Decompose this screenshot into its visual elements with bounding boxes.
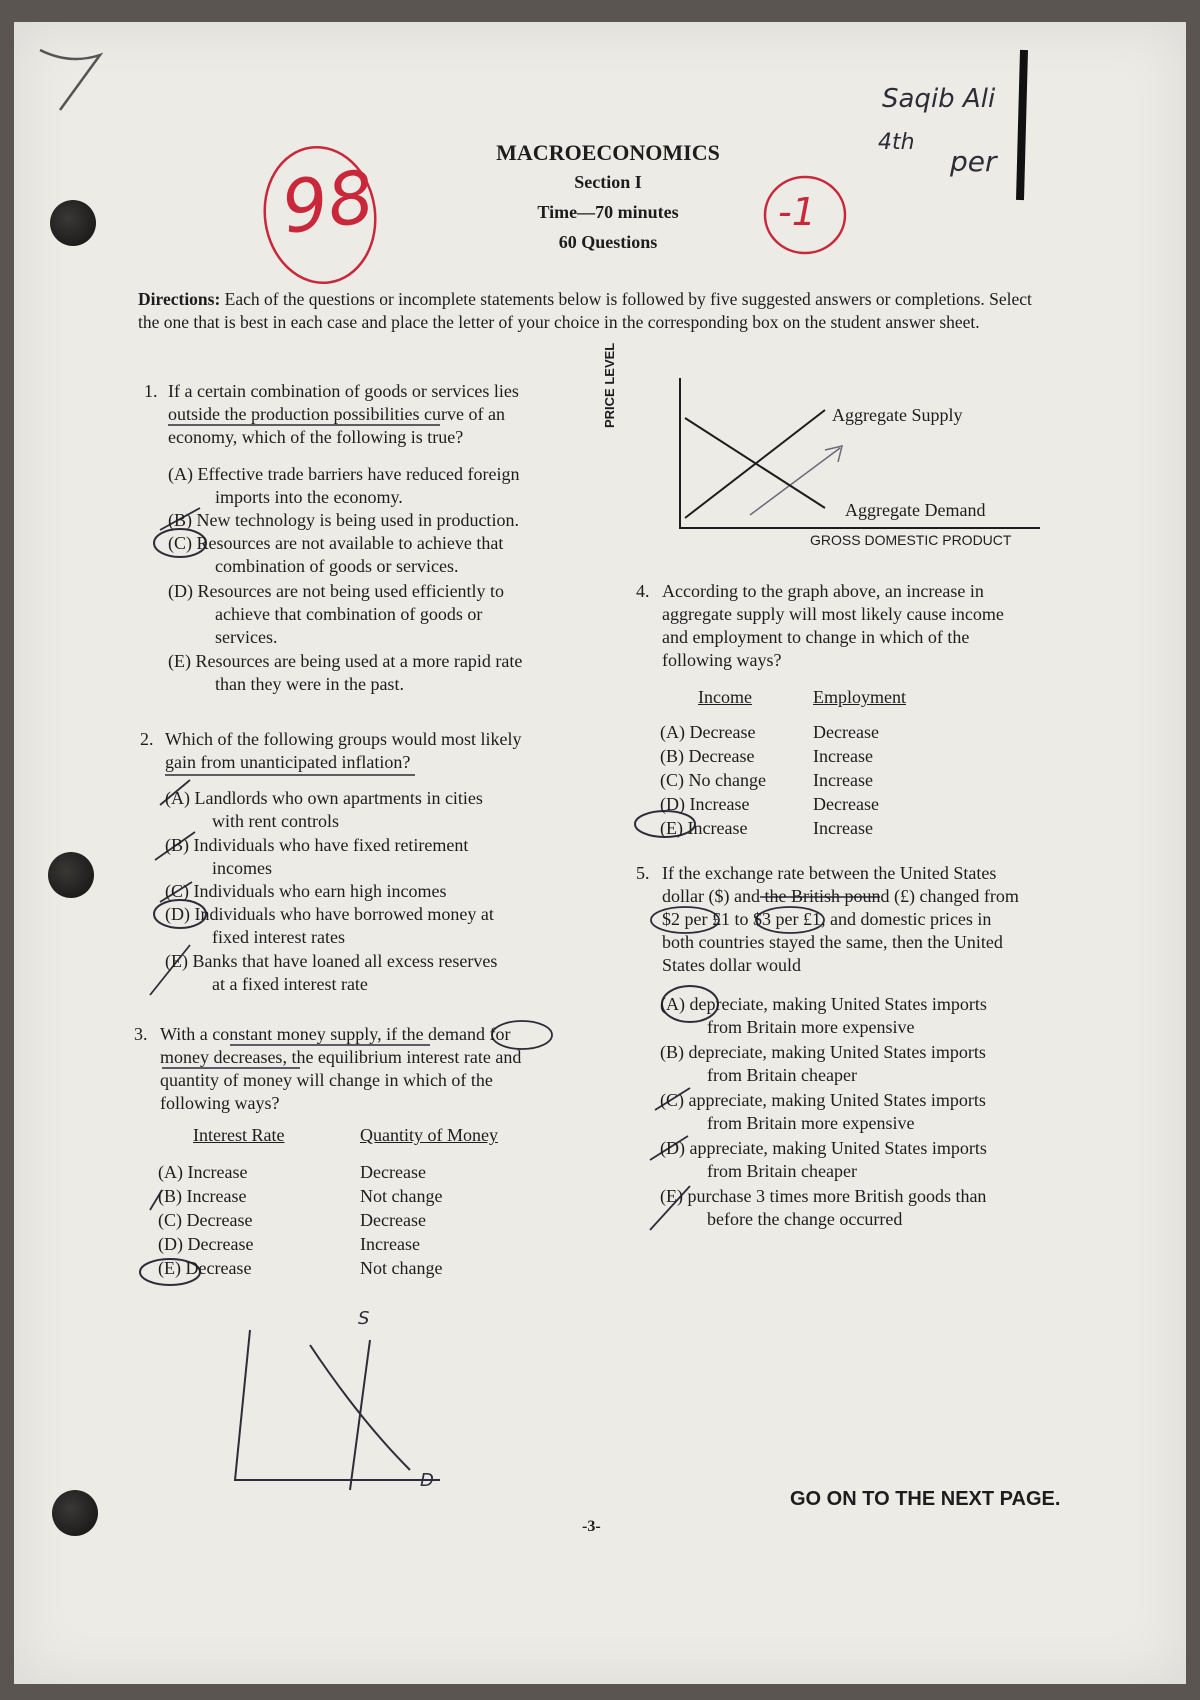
q4-number: 4. (636, 581, 650, 601)
q2-option-b-cont: incomes (212, 858, 272, 878)
go-on-notice: GO ON TO THE NEXT PAGE. (790, 1488, 1061, 1510)
q4-column-income: Income (698, 687, 752, 707)
q4-stem-l2: aggregate supply will most likely cause income (662, 604, 1004, 624)
q4-option-a-label[interactable]: (A) Decrease (660, 722, 756, 742)
q3-number: 3. (134, 1024, 148, 1044)
q5-stem-l1: If the exchange rate between the United States (662, 863, 997, 883)
q1-stem-l2: outside the production possibilities curve of an (168, 404, 505, 424)
q3-stem-l1: With a constant money supply, if the demand for (160, 1024, 511, 1044)
sketch-s-label: S (358, 1308, 370, 1329)
q3-option-d-label[interactable]: (D) Decrease (158, 1234, 254, 1254)
q1-stem-l3: economy, which of the following is true? (168, 427, 464, 447)
score-text: 98 (276, 154, 380, 250)
q5-number: 5. (636, 863, 650, 883)
q3-stem-l2: money decreases, the equilibrium interest rate and (160, 1047, 522, 1067)
q5-option-c-cont: from Britain more expensive (707, 1113, 915, 1133)
q3-column-interest-rate: Interest Rate (193, 1125, 285, 1145)
aggregate-demand-line (685, 418, 825, 508)
q3-option-d-value: Increase (360, 1234, 420, 1254)
q5-option-a-cont: from Britain more expensive (707, 1017, 915, 1037)
sketch-d-label: D (420, 1470, 434, 1491)
q5-option-d-cont: from Britain cheaper (707, 1161, 857, 1181)
q4-stem-l3: and employment to change in which of the (662, 627, 970, 647)
q2-option-a[interactable]: (A) Landlords who own apartments in cities (165, 788, 483, 808)
q3-option-b-value: Not change (360, 1186, 443, 1206)
q4-option-e-label[interactable]: (E) Increase (660, 818, 748, 838)
q4-option-d-label[interactable]: (D) Increase (660, 794, 750, 814)
q1-number: 1. (144, 381, 158, 401)
q1-option-d[interactable]: (D) Resources are not being used efficiently to (168, 581, 505, 601)
q2-option-e[interactable]: (E) Banks that have loaned all excess reserves (165, 951, 498, 971)
q2-option-a-cont: with rent controls (212, 811, 339, 831)
q5-stem-l5: States dollar would (662, 955, 801, 975)
q3-stem-l4: following ways? (160, 1093, 280, 1113)
student-period-suffix: per (950, 145, 997, 178)
q3-option-e-label[interactable]: (E) Decrease (158, 1258, 252, 1278)
q2-number: 2. (140, 729, 154, 749)
q4-stem-l4: following ways? (662, 650, 782, 670)
q3-option-b-label[interactable]: (B) Increase (158, 1186, 247, 1206)
q5-option-d[interactable]: (D) appreciate, making United States imports (660, 1138, 987, 1158)
graph-xlabel: GROSS DOMESTIC PRODUCT (810, 532, 1012, 548)
q5-stem-l2: dollar ($) and the British pound (£) changed from (662, 886, 1019, 906)
q2-option-d[interactable]: (D) Individuals who have borrowed money at (165, 904, 494, 924)
sketch-axes (235, 1330, 440, 1480)
q4-option-b-value: Increase (813, 746, 873, 766)
q1-option-b[interactable]: (B) New technology is being used in production. (168, 510, 519, 530)
q3-option-e-value: Not change (360, 1258, 443, 1278)
q5-option-b-cont: from Britain cheaper (707, 1065, 857, 1085)
q4-option-b-label[interactable]: (B) Decrease (660, 746, 755, 766)
graph-supply-label: Aggregate Supply (832, 405, 963, 425)
exam-section: Section I (574, 172, 642, 192)
graph-demand-label: Aggregate Demand (845, 500, 986, 520)
exam-time: Time—70 minutes (537, 202, 679, 222)
q4-stem-l1: According to the graph above, an increase in (662, 581, 984, 601)
q3-option-a-value: Decrease (360, 1162, 426, 1182)
q1-option-d-cont: achieve that combination of goods or (215, 604, 483, 624)
student-name: Saqib Ali (882, 84, 996, 114)
q4-option-c-value: Increase (813, 770, 873, 790)
q5-stem-l3: $2 per £1 to $3 per £1, and domestic prices in (662, 909, 992, 929)
q1-stem-l1: If a certain combination of goods or services lies (168, 381, 519, 401)
exam-question-count: 60 Questions (558, 232, 658, 252)
q1-option-e-cont: than they were in the past. (215, 674, 404, 694)
q4-option-d-value: Decrease (813, 794, 879, 814)
deduction-text: -1 (778, 190, 816, 234)
q4-option-a-value: Decrease (813, 722, 879, 742)
q3-option-a-label[interactable]: (A) Increase (158, 1162, 248, 1182)
q4-option-c-label[interactable]: (C) No change (660, 770, 766, 790)
pen-stroke-corner (40, 50, 100, 110)
q2-option-c[interactable]: (C) Individuals who earn high incomes (165, 881, 447, 901)
student-period: 4th (878, 130, 915, 155)
page-number: -3- (582, 1518, 601, 1535)
q4-option-e-value: Increase (813, 818, 873, 838)
q2-option-b[interactable]: (B) Individuals who have fixed retirement (165, 835, 469, 855)
q2-stem-l1: Which of the following groups would most likely (165, 729, 522, 749)
q3-option-c-label[interactable]: (C) Decrease (158, 1210, 253, 1230)
q2-stem-l2: gain from unanticipated inflation? (165, 752, 411, 772)
directions-label: Directions: (138, 289, 221, 309)
q5-option-a[interactable]: (A) depreciate, making United States imports (660, 994, 987, 1014)
q5-option-e[interactable]: (E) purchase 3 times more British goods than (660, 1186, 987, 1206)
q1-option-e[interactable]: (E) Resources are being used at a more rapid rate (168, 651, 523, 671)
q3-column-quantity-money: Quantity of Money (360, 1125, 498, 1145)
q1-option-a-cont: imports into the economy. (215, 487, 403, 507)
q5-option-c[interactable]: (C) appreciate, making United States imports (660, 1090, 986, 1110)
q1-option-a[interactable]: (A) Effective trade barriers have reduced foreign (168, 464, 520, 484)
q5-stem-l4: both countries stayed the same, then the United (662, 932, 1003, 952)
directions-text: Each of the questions or incomplete statements below is followed by five suggested answers or completions. Select the one that is best in each case and place the letter of your choice in the corresponding box on the student answer sheet. (138, 289, 1032, 332)
q5-option-b[interactable]: (B) depreciate, making United States imports (660, 1042, 986, 1062)
q1-option-c[interactable]: (C) Resources are not available to achieve that (168, 533, 504, 553)
q1-option-d-cont2: services. (215, 627, 278, 647)
exam-title: MACROECONOMICS (496, 140, 720, 165)
q3-option-c-value: Decrease (360, 1210, 426, 1230)
q2-option-e-cont: at a fixed interest rate (212, 974, 368, 994)
q5-option-e-cont: before the change occurred (707, 1209, 903, 1229)
q2-option-d-cont: fixed interest rates (212, 927, 345, 947)
q3-stem-l3: quantity of money will change in which of the (160, 1070, 493, 1090)
directions (138, 288, 1050, 334)
q1-option-c-cont: combination of goods or services. (215, 556, 459, 576)
graph-ylabel: PRICE LEVEL (602, 342, 617, 428)
q4-column-employment: Employment (813, 687, 906, 707)
